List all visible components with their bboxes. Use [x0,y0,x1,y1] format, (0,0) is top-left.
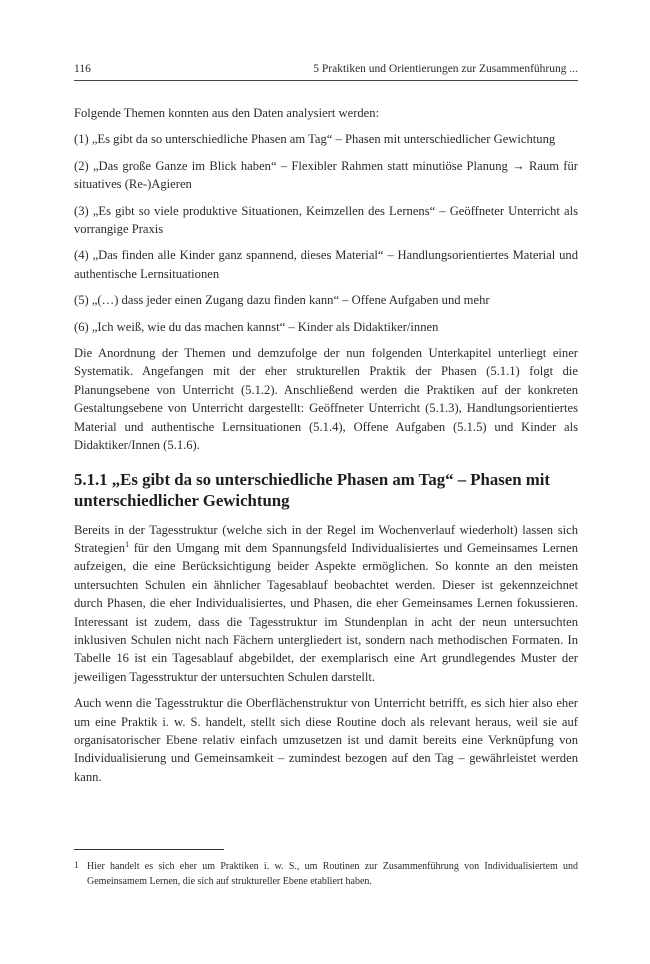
header-rule [74,80,578,81]
section-heading: 5.1.1 „Es gibt da so unterschiedliche Phasen am Tag“ – Phasen mit unterschiedlicher Gewichtung [74,469,550,510]
paragraph-text-end: für den Umgang mit dem Spannungsfeld Individualisiertes und Gemeinsames Lernen aufzeigen, die eine Berücksichtigung beider Aspekte ermöglichen. So konnte an den meisten untersuchten Schulen ein ähnlicher Tagesablauf beobachtet werden. Dieser ist gekennzeichnet durch Phasen, die eher Individualisiertes, und Phasen, die eher Gemeinsames Lernen fokussieren. Interessant ist zudem, dass die Tagesstruktur im Stundenplan in acht der neun untersuchten inklusiven Schulen nicht nach Fächern untergliedert ist, sondern nach methodischen Formaten. In Tabelle 16 ist ein Tagesablauf abgebildet, der exemplarisch eine Art grundlegendes Muster der jeweiligen Tagesstruktur der untersuchten Schulen darstellt. [74,540,578,684]
theme-item-3: (3) „Es gibt so viele produktive Situationen, Keimzellen des Lernens“ – Geöffneter Unterricht als vorrangige Praxis [74,203,578,237]
running-header [74,61,578,77]
document-page [74,0,578,964]
footnote-text: Hier handelt es sich eher um Praktiken i. w. S., um Routinen zur Zusammenführung von Individualisiertem und Gemeinsamem Lernen, die sich auf struktureller Ebene etabliert haben. [87,861,578,887]
theme-item-1: (1) „Es gibt da so unterschiedliche Phasen am Tag“ – Phasen mit unterschiedlicher Gewichtung [74,132,556,147]
page-number: 116 [74,63,91,75]
theme-item-4: (4) „Das finden alle Kinder ganz spannend, dieses Material“ – Handlungsorientiertes Material und authentische Lernsituationen [74,248,578,281]
section-paragraph-1 [74,521,578,687]
theme-item-5: (5) „(…) dass jeder einen Zugang dazu finden kann“ – Offene Aufgaben und mehr [74,293,490,308]
themes-intro: Folgende Themen konnten aus den Daten analysiert werden: [74,106,380,120]
running-title: 5 Praktiken und Orientierungen zur Zusammenführung ... [313,63,578,75]
footnote-rule [74,849,224,850]
theme-item-6: (6) „Ich weiß, wie du das machen kannst“ – Kinder als Didaktiker/innen [74,319,439,334]
paragraph-text-start: Bereits in der Tagesstruktur (welche sich in der Regel im Wochenverlauf wiederholt) lassen sich Strategien [74,522,578,555]
main-text [74,104,578,794]
overview-paragraph: Die Anordnung der Themen und demzufolge der nun folgenden Unterkapitel unterliegt einer Systematik. Angefangen mit der eher strukturellen Praktik der Phasen (5.1.1) folgt die Planungsebene von Unterricht (5.1.2). Anschließend werden die Praktiken auf der konkreten Gestaltungsebene von Unterricht dargestellt: Geöffneter Unterricht (5.1.3), Handlungsorientiertes Material und authentische Lernsituationen (5.1.4), Offene Aufgaben (5.1.5) und Kinder als Didaktiker/Innen (5.1.6). [74,346,578,453]
footnote-number: 1 [74,860,79,870]
themes-list [74,130,578,336]
theme-item-2: (2) „Das große Ganze im Blick haben“ – Flexibler Rahmen statt minutiöse Planung → Raum für situatives (Re-)Agieren [74,158,578,192]
footnote [74,860,578,889]
section-paragraph-2: Auch wenn die Tagesstruktur die Oberflächenstruktur von Unterricht betrifft, es sich hier also eher um eine Praktik i. w. S. handelt, stellt sich diese Routine doch als relevant heraus, weil sie auf organisatorischer Ebene relativ einfach umzusetzen ist und damit bereits eine Verknüpfung von Individualisierung und Gemeinsamkeit – zumindest bezogen auf den Tag – gewährleistet werden kann. [74,696,578,784]
footnote-marker[interactable]: 1 [125,539,130,549]
